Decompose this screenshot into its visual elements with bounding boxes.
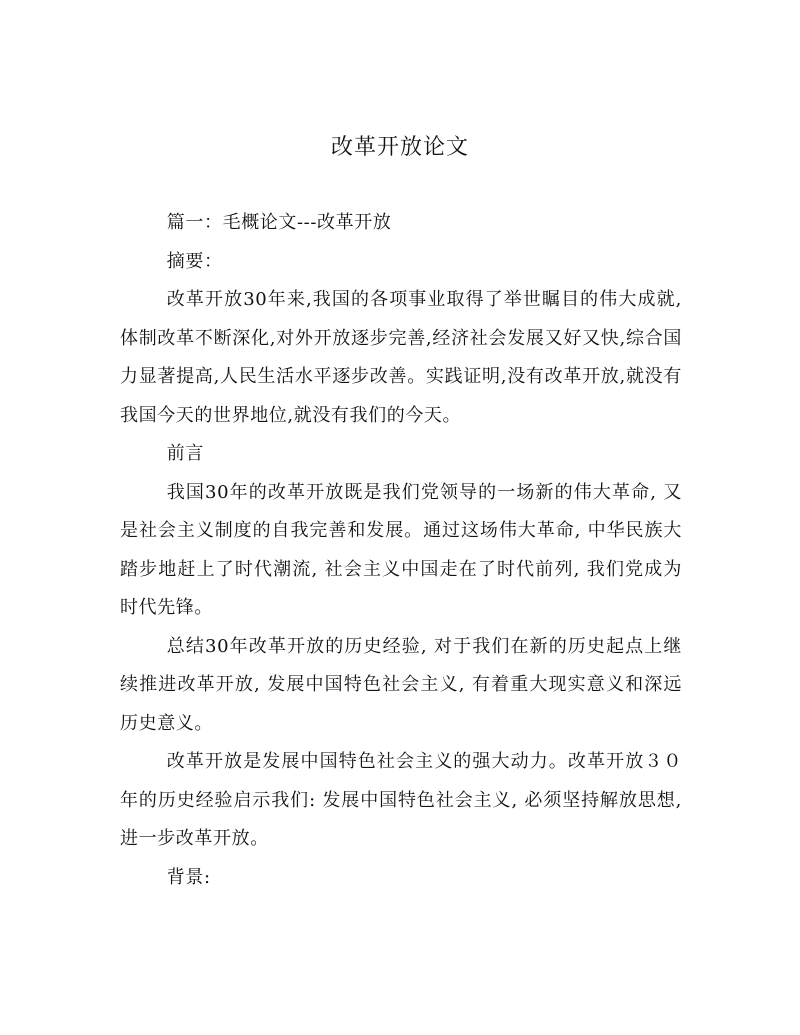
preface-paragraph-2: 总结30年改革开放的历史经验, 对于我们在新的历史起点上继续推进改革开放, 发展中国特色社会主义, 有着重大现实意义和深远历史意义。 xyxy=(120,635,682,734)
section-heading-part-one: 篇一：毛概论文---改革开放 xyxy=(166,212,392,233)
abstract-paragraph: 改革开放30年来,我国的各项事业取得了举世瞩目的伟大成就,体制改革不断深化,对外开放逐步完善,经济社会发展又好又快,综合国力显著提高,人民生活水平逐步改善。实践证明,没有改革开放,就没有我国今天的世界地位,就没有我们的今天。 xyxy=(120,289,682,426)
preface-paragraph-3: 改革开放是发展中国特色社会主义的强大动力。改革开放３０年的历史经验启示我们: 发展中国特色社会主义, 必须坚持解放思想, 进一步改革开放。 xyxy=(120,751,682,849)
abstract-label: 摘要： xyxy=(166,250,223,272)
background-label: 背景: xyxy=(166,866,211,888)
document-title: 改革开放论文 xyxy=(330,135,469,160)
preface-paragraph-1: 我国30年的改革开放既是我们党领导的一场新的伟大革命, 又是社会主义制度的自我完善和发展。通过这场伟大革命, 中华民族大踏步地赶上了时代潮流, 社会主义中国走在了时代前列, 我们党成为时代先锋。 xyxy=(120,481,682,618)
preface-label: 前言 xyxy=(166,443,204,464)
document-body xyxy=(120,204,682,897)
